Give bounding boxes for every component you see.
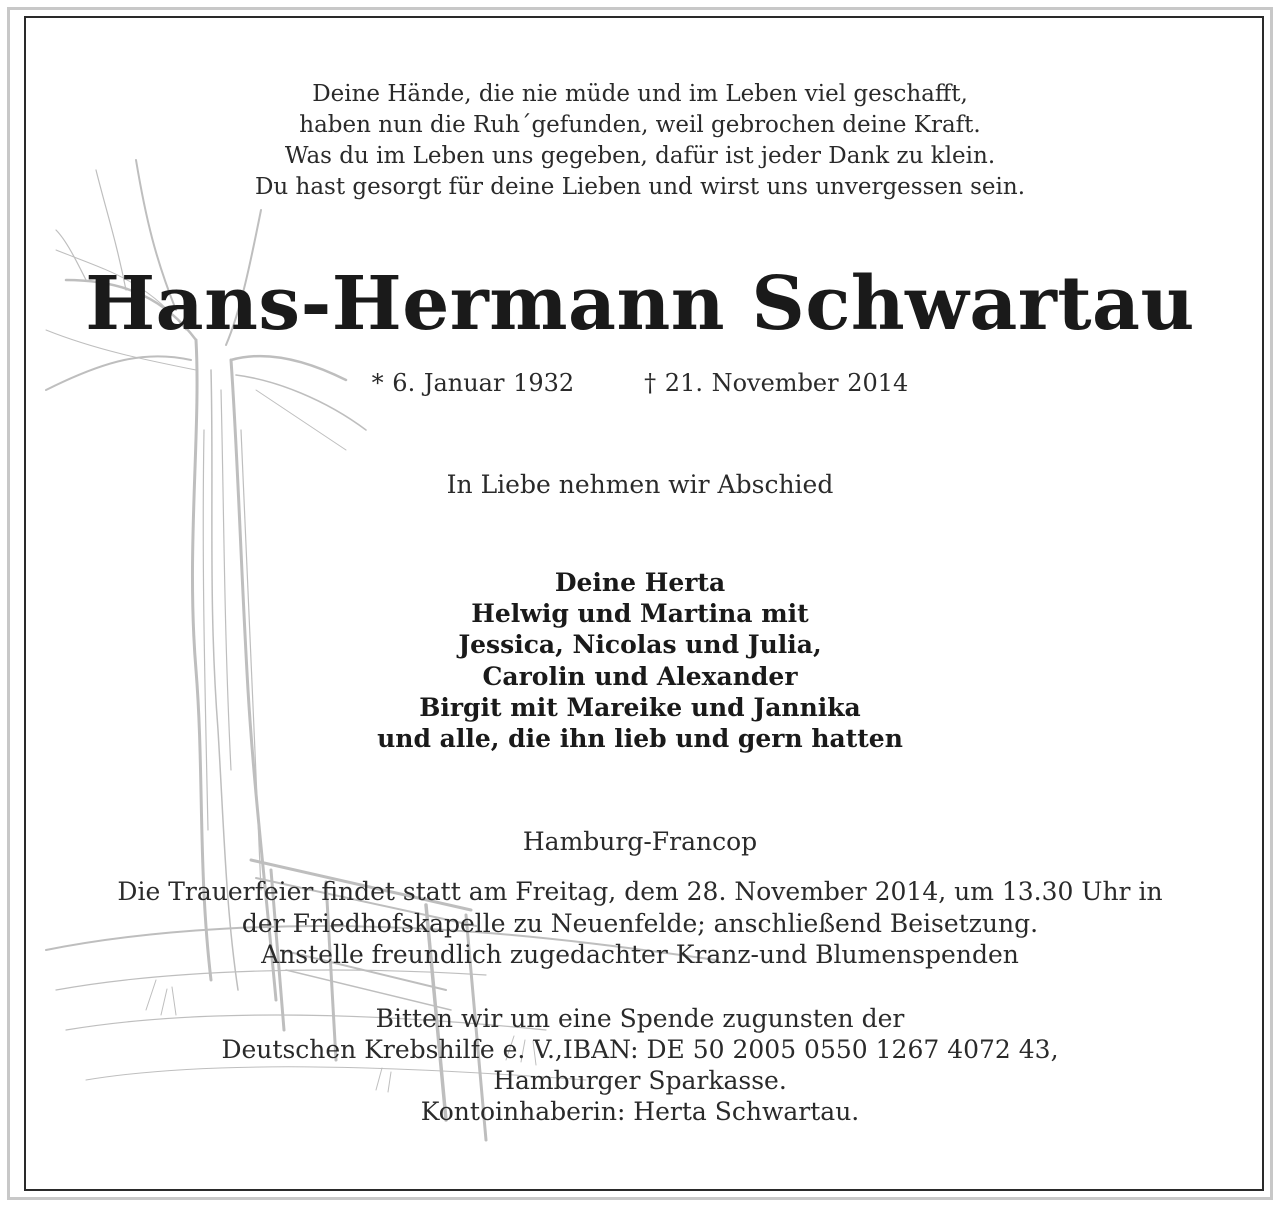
donation-line: Bitten wir um eine Spende zugunsten der	[375, 1004, 905, 1033]
donation-info	[0, 1003, 1280, 1127]
service-line: Anstelle freundlich zugedachter Kranz-und Blumenspenden	[261, 940, 1019, 969]
verse-line: haben nun die Ruh´gefunden, weil gebrochen deine Kraft.	[299, 112, 981, 138]
verse-line: Was du im Leben uns gegeben, dafür ist jeder Dank zu klein.	[284, 143, 996, 169]
birth-date: * 6. Januar 1932	[371, 369, 575, 397]
family-line: Jessica, Nicolas und Julia,	[458, 630, 822, 660]
place: Hamburg-Francop	[522, 827, 758, 856]
verse-line: Deine Hände, die nie müde und im Leben viel geschafft,	[312, 81, 968, 107]
verse-line: Du hast gesorgt für deine Lieben und wirst uns unvergessen sein.	[254, 174, 1026, 200]
family-line: Helwig und Martina mit	[471, 599, 809, 629]
life-dates	[0, 366, 1280, 400]
family-line: und alle, die ihn lieb und gern hatten	[377, 724, 903, 754]
service-info	[0, 876, 1280, 971]
farewell-line: In Liebe nehmen wir Abschied	[446, 470, 834, 499]
donation-line: Kontoinhaberin: Herta Schwartau.	[420, 1097, 860, 1126]
family-line: Deine Herta	[554, 568, 726, 597]
service-line: der Friedhofskapelle zu Neuenfelde; anschließend Beisetzung.	[241, 908, 1039, 938]
donation-line: Hamburger Sparkasse.	[493, 1066, 787, 1095]
donation-line: Deutschen Krebshilfe e. V.,IBAN: DE 50 2005 0550 1267 4072 43,	[221, 1035, 1059, 1064]
family-line: Birgit mit Mareike und Jannika	[419, 692, 861, 722]
family-signatories	[0, 567, 1280, 754]
deceased-name: Hans-Hermann Schwartau	[85, 261, 1195, 347]
service-line: Die Trauerfeier findet statt am Freitag, dem 28. November 2014, um 13.30 Uhr in	[117, 877, 1163, 906]
death-date: † 21. November 2014	[644, 369, 909, 397]
family-line: Carolin und Alexander	[482, 661, 798, 691]
verse	[0, 79, 1280, 203]
